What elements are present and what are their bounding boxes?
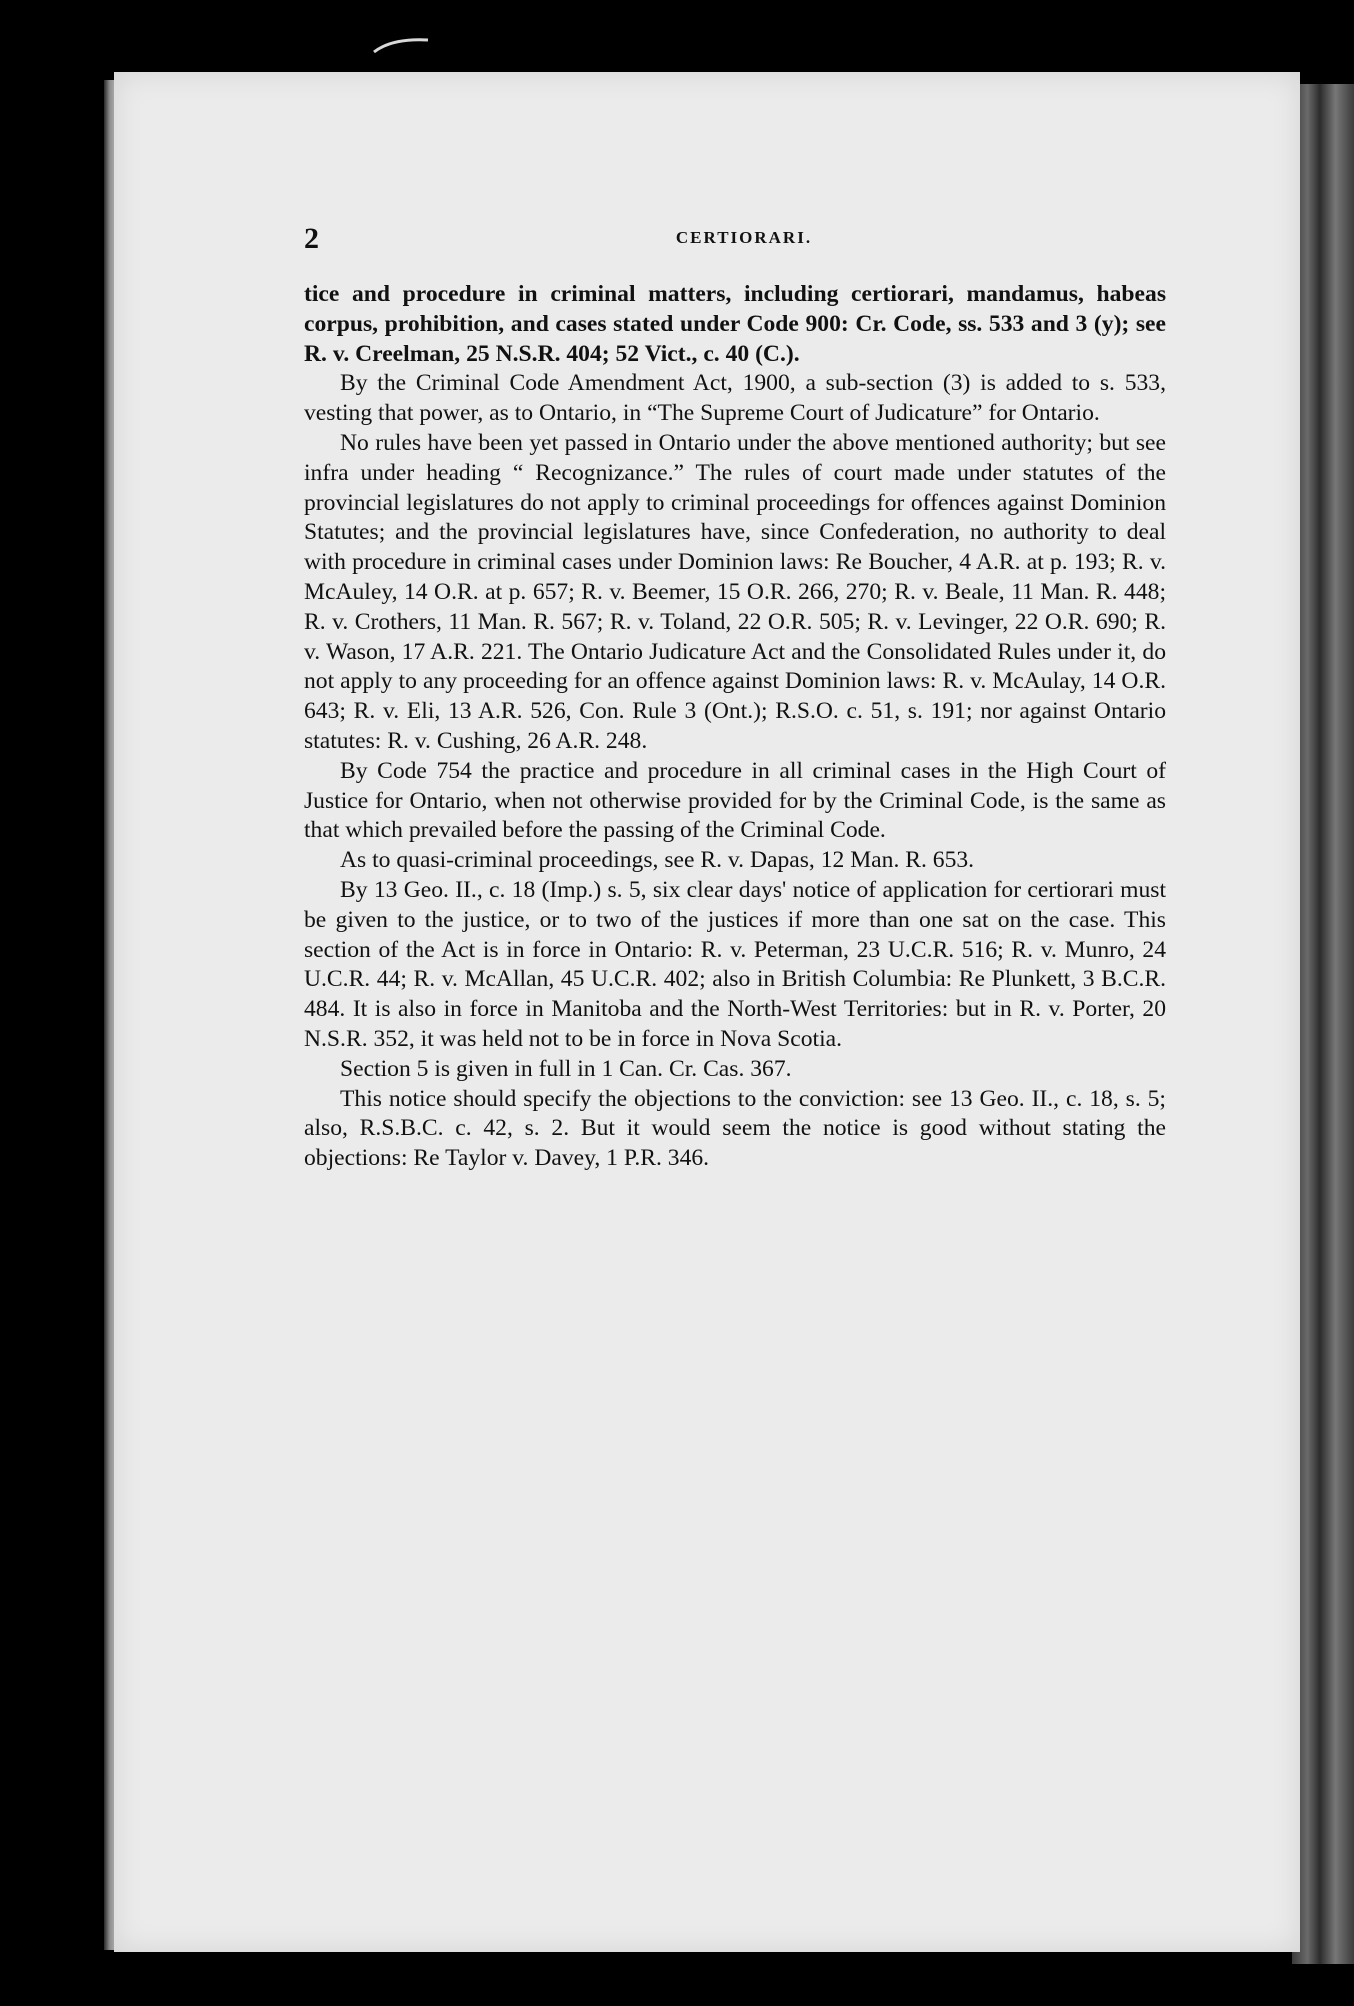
page-number: 2 — [304, 222, 319, 255]
paragraph: As to quasi-criminal proceedings, see R. v. Dapas, 12 Man. R. 653. — [340, 847, 975, 874]
paragraph: tice and procedure in criminal matters, including certiorari, mandamus, habeas corpus, prohibition, and cases stated under Code 900: Cr. Code, ss. 533 and 3 (y); see R. v. Creelman, 25 N.S.R. 404; 52 Vict., c. 40 (C.). — [304, 281, 1166, 367]
paragraph: By 13 Geo. II., c. 18 (Imp.) s. 5, six clear days' notice of application for certiorari must be given to the justice, or to two of the justices if more than one sat on the case. This section of the Act is in force in Ontario: R. v. Peterman, 23 U.C.R. 516; R. v. Munro, 24 U.C.R. 44; R. v. McAllan, 45 U.C.R. 402; also in British Columbia: Re Plunkett, 3 B.C.R. 484. It is also in force in Manitoba and the North-West Territories: but in R. v. Porter, 20 N.S.R. 352, it was held not to be in force in Nova Scotia. — [304, 876, 1166, 1052]
paragraph: No rules have been yet passed in Ontario under the above mentioned authority; but see infra under heading “ Recognizance.” The rules of court made under statutes of the provincial legislatures do not apply to criminal proceedings for offences against Dominion Statutes; and the provincial legislatures have, since Confederation, no authority to deal with procedure in criminal cases under Dominion laws: Re Boucher, 4 A.R. at p. 193; R. v. McAuley, 14 O.R. at p. 657; R. v. Beemer, 15 O.R. 266, 270; R. v. Beale, 11 Man. R. 448; R. v. Crothers, 11 Man. R. 567; R. v. Toland, 22 O.R. 505; R. v. Levinger, 22 O.R. 690; R. v. Wason, 17 A.R. 221. The Ontario Judicature Act and the Consolidated Rules under it, do not apply to any proceeding for an offence against Dominion laws: R. v. McAulay, 14 O.R. 643; R. v. Eli, 13 A.R. 526, Con. Rule 3 (Ont.); R.S.O. c. 51, s. 191; nor against Ontario statutes: R. v. Cushing, 26 A.R. 248. — [304, 429, 1166, 754]
running-head: CERTIORARI. — [675, 228, 813, 247]
body-text — [304, 280, 1166, 1174]
paragraph: By Code 754 the practice and procedure in all criminal cases in the High Court of Justice for Ontario, when not otherwise provided for by the Criminal Code, is the same as that which prevailed before the passing of the Criminal Code. — [304, 757, 1166, 844]
paragraph: Section 5 is given in full in 1 Can. Cr. Cas. 367. — [340, 1055, 792, 1082]
paragraph: By the Criminal Code Amendment Act, 1900, a sub-section (3) is added to s. 533, vesting that power, as to Ontario, in “The Supreme Court of Judicature” for Ontario. — [304, 370, 1166, 427]
scan-artifact-mark — [372, 36, 432, 56]
paragraph: This notice should specify the objections to the conviction: see 13 Geo. II., c. 18, s. 5; also, R.S.B.C. c. 42, s. 2. But it would seem the notice is good without stating the objections: Re Taylor v. Davey, 1 P.R. 346. — [304, 1085, 1166, 1172]
page-right-edges — [1292, 84, 1354, 1964]
page-header — [304, 222, 1184, 262]
